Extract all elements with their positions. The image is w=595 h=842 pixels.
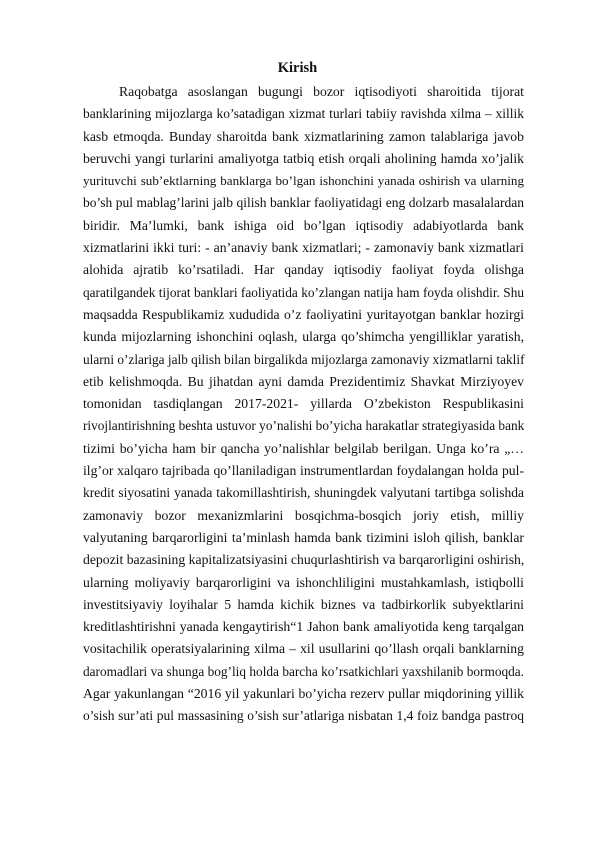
text-line: ularni o’zlariga jalb qilish bilan birgalikda mijozlarga zamonaviy xizmatlarni taklif bbox=[83, 351, 525, 367]
page-title: Kirish bbox=[277, 60, 318, 76]
text-line: kreditlashtirishni yanada kengaytirish“1 Jahon bank amaliyotida keng tarqalgan bbox=[83, 619, 524, 635]
text-line: qaratilgandek tijorat banklari faoliyatida ko’zlangan natija ham foyda olishdir. Shu bbox=[83, 284, 524, 300]
text-line: yurituvchi sub’ektlarning banklarga bo’lgan ishonchini yanada oshirish va ularning bbox=[83, 173, 524, 189]
text-line: rivojlantirishning beshta ustuvor yo’nalishi bo’yicha harakatlar strategiyasida bank bbox=[83, 418, 525, 434]
text-line: maqsadda Respublikamiz xududida o’z faoliyatini yuritayotgan banklar hozirgi bbox=[83, 306, 524, 322]
text-line: xizmatlarini ikki turi: - an’anaviy bank xizmatlari; - zamonaviy bank xizmatlari bbox=[83, 240, 524, 256]
text-line: etib kelishmoqda. Bu jihatdan ayni damda Prezidentimiz Shavkat Mirziyoyev bbox=[83, 373, 524, 389]
text-line: ularning moliyaviy barqarorligini va ishonchliligini mustahkamlash, istiqbolli bbox=[83, 574, 524, 590]
text-line: valyutaning barqarorligini ta’minlash hamda bank tizimini isloh qilish, banklar bbox=[83, 529, 524, 545]
text-line: banklarining mijozlarga ko’satadigan xizmat turlari tabiiy ravishda xilma – xillik bbox=[83, 106, 524, 122]
text-line: biridir. Ma’lumki, bank ishiga oid bo’lgan iqtisodiy adabiyotlarda bank bbox=[83, 217, 524, 233]
text-line: ilg’or xalqaro tajribada qo’llaniladigan instrumentlardan foydalangan holda pul- bbox=[83, 463, 524, 479]
text-line: tomonidan tasdiqlangan 2017-2021- yillarda O’zbekiston Respublikasini bbox=[83, 396, 524, 412]
text-line: vositachilik operatsiyalarining xilma – xil usullarini qo’llash orqali banklarning bbox=[83, 641, 524, 657]
text-line: Raqobatga asoslangan bugungi bozor iqtisodiyoti sharoitida tijorat bbox=[119, 84, 524, 99]
text-line: kunda mijozlarning ishonchini oqlash, ularga qo’shimcha yengilliklar yaratish, bbox=[83, 329, 524, 345]
text-line: bo’sh pul mablag’larini jalb qilish banklar faoliyatidagi eng dolzarb masalalardan bbox=[83, 195, 524, 211]
text-line: daromadlari va shunga bog’liq holda barcha ko’rsatkichlari yaxshilanib bormoqda. bbox=[83, 663, 524, 679]
text-line: o’sish sur’ati pul massasining o’sish sur’atlariga nisbatan 1,4 foiz bandga pastroq bbox=[83, 708, 524, 724]
text-line: beruvchi yangi turlarini amaliyotga tatbiq etish orqali aholining hamda xo’jalik bbox=[83, 150, 524, 166]
text-line: depozit bazasining kapitalizatsiyasini chuqurlashtirish va barqarorligini oshirish, bbox=[83, 552, 525, 568]
body-paragraph bbox=[83, 81, 524, 728]
text-line: investitsiyaviy loyihalar 5 hamda kichik biznes va tadbirkorlik subyektlarini bbox=[83, 596, 524, 612]
text-line: alohida ajratib ko’rsatiladi. Har qanday iqtisodiy faoliyat foyda olishga bbox=[83, 262, 524, 278]
text-line: Agar yakunlangan “2016 yil yakunlari bo’yicha rezerv pullar miqdorining yillik bbox=[83, 686, 524, 702]
text-line: tizimi bo’yicha ham bir qancha yo’nalishlar belgilab berilgan. Unga ko’ra „… bbox=[83, 440, 524, 456]
text-line: kasb etmoqda. Bunday sharoitda bank xizmatlarining zamon talablariga javob bbox=[83, 128, 524, 144]
text-line: zamonaviy bozor mexanizmlarini bosqichma-bosqich joriy etish, milliy bbox=[83, 507, 524, 523]
text-line: kredit siyosatini yanada takomillashtirish, shuningdek valyutani tartibga solishda bbox=[83, 485, 524, 501]
